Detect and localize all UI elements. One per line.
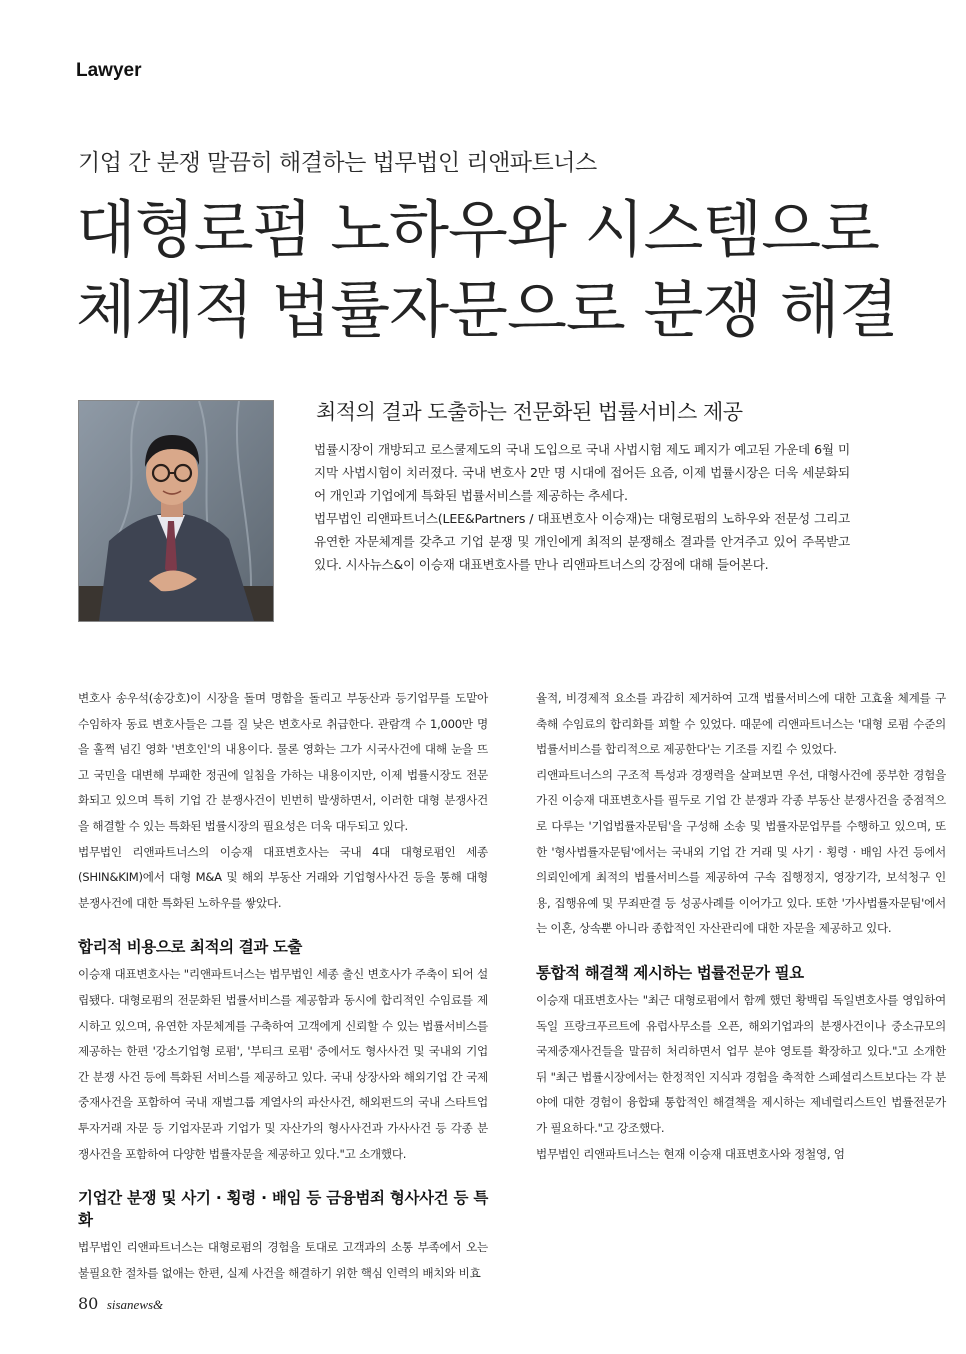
body-column-right bbox=[536, 686, 946, 1167]
body-paragraph: 이승재 대표변호사는 "리앤파트너스는 법무법인 세종 출신 변호사가 주축이 되어 설립됐다. 대형로펌의 전문화된 법률서비스를 제공함과 동시에 합리적인 수임료를 제시하고 있으며, 유연한 자문체계를 구축하여 고객에게 신뢰할 수 있는 법률서비스를 제공하는 한편 '강소기업형 로펌', '부티크 로펌' 중에서도 형사사건 및 국내외 기업 간 분쟁 사건 등에 특화된 서비스를 제공하고 있다. 국내 상장사와 해외기업 간 국제중재사건을 포함하여 국내 재벌그룹 계열사의 파산사건, 해외펀드의 국내 스타트업 투자거래 자문 등 기업자문과 기업가 및 자산가의 형사사건과 가사사건 등 각종 분쟁사건을 포함하여 다양한 법률자문을 제공하고 있다."고 소개했다. bbox=[78, 967, 489, 1161]
intro-paragraph-1: 법률시장이 개방되고 로스쿨제도의 국내 도입으로 국내 사법시험 제도 폐지가 예고된 가운데 6월 미지막 사법시험이 치러졌다. 국내 변호사 2만 명 시대에 접어든 요즘, 이제 법률시장은 더욱 세분화되어 개인과 기업에게 특화된 법률서비스를 제공하는 추세다. bbox=[314, 442, 850, 503]
body-paragraph: 율적, 비경제적 요소를 과감히 제거하여 고객 법률서비스에 대한 고효율 체계를 구축해 수임료의 합리화를 꾀할 수 있었다. 때문에 리앤파트너스는 '대형 로펌 수준의 법률서비스를 합리적으로 제공한다'는 기조를 지킬 수 있었다. bbox=[536, 691, 946, 757]
headline-line-1: 대형로펌 노하우와 시스템으로 bbox=[76, 193, 880, 266]
body-paragraph: 이승재 대표변호사는 "최근 대형로펌에서 함께 했던 황백림 독일변호사를 영입하여 독일 프랑크푸르트에 유럽사무소를 오픈, 해외기업과의 분쟁사건이나 중소규모의 국제중재사건들을 말끔히 처리하면서 업무 분야 영토를 확장하고 있다."고 소개한 뒤 "최근 법률시장에서는 한정적인 지식과 경험을 축적한 스페셜리스트보다는 각 분야에 대한 경험이 융합돼 통합적인 해결책을 제시하는 제네럴리스트인 법률전문가가 필요하다."고 강조했다. bbox=[536, 992, 946, 1135]
magazine-brand: sisanews& bbox=[106, 1297, 164, 1312]
section-heading: 기업간 분쟁 및 사기 · 횡령 · 배임 등 금융범죄 형사사건 등 특화 bbox=[78, 1189, 488, 1230]
body-paragraph: 법무법인 리앤파트너스는 대형로펌의 경험을 토대로 고객과의 소통 부족에서 오는 불필요한 절차를 없애는 한편, 실제 사건을 해결하기 위한 핵심 인력의 배치와 비효 bbox=[78, 1240, 488, 1280]
article-kicker: 기업 간 분쟁 말끔히 해결하는 법무법인 리앤파트너스 bbox=[78, 150, 597, 176]
section-heading: 통합적 해결책 제시하는 법률전문가 필요 bbox=[536, 963, 804, 982]
body-paragraph: 법무법인 리앤파트너스의 이승재 대표변호사는 국내 4대 대형로펌인 세종(SHIN&KIM)에서 대형 M&A 및 해외 부동산 거래와 기업형사사건 등을 통해 대형 분쟁사건에 대한 특화된 노하우를 쌓았다. bbox=[78, 844, 488, 910]
intro-paragraph-2: 법무법인 리앤파트너스(LEE&Partners / 대표변호사 이승재)는 대형로펌의 노하우와 전문성 그리고 유연한 자문체계를 갖추고 기업 분쟁 및 개인에게 최적의 분쟁해소 결과를 안겨주고 있어 주목받고 있다. 시사뉴스&이 이승재 대표변호사를 만나 리앤파트너스의 강점에 대해 들어본다. bbox=[314, 511, 850, 572]
section-heading: 합리적 비용으로 최적의 결과 도출 bbox=[78, 938, 303, 957]
section-label: Lawyer bbox=[76, 60, 142, 81]
intro-subtitle: 최적의 결과 도출하는 전문화된 법률서비스 제공 bbox=[316, 400, 743, 424]
portrait-illustration bbox=[79, 401, 273, 621]
intro-lede bbox=[314, 438, 850, 576]
body-paragraph: 변호사 송우석(송강호)이 시장을 돌며 명함을 돌리고 부동산과 등기업무를 도맡아 수임하자 동료 변호사들은 그를 질 낮은 변호사로 취급한다. 관람객 수 1,000만 명을 훌쩍 넘긴 영화 '변호인'의 내용이다. 물론 영화는 그가 시국사건에 대해 눈을 뜨고 국민을 대변해 부패한 정권에 일침을 가하는 내용이지만, 이제 법률시장도 전문화되고 있으며 특히 기업 간 분쟁사건이 빈번히 발생하면서, 이러한 대형 분쟁사건을 해결할 수 있는 특화된 법률시장의 필요성은 더욱 대두되고 있다. bbox=[78, 691, 488, 833]
page-number: 80 bbox=[78, 1294, 99, 1313]
headline-line-2: 체계적 법률자문으로 분쟁 해결 bbox=[76, 273, 898, 346]
body-paragraph: 법무법인 리앤파트너스는 현재 이승재 대표변호사와 정철영, 엄 bbox=[536, 1146, 845, 1161]
page-footer bbox=[78, 1294, 163, 1313]
article-headline bbox=[76, 190, 896, 350]
body-paragraph: 리앤파트너스의 구조적 특성과 경쟁력을 살펴보면 우선, 대형사건에 풍부한 경험을 가진 이승재 대표변호사를 필두로 기업 간 분쟁과 각종 부동산 분쟁사건을 중점적으로 다루는 '기업법률자문팀'을 구성해 소송 및 법률자문업무를 수행하고 있으며, 또한 '형사법률자문팀'에서는 국내외 기업 간 거래 및 사기 · 횡령 · 배임 사건 등에서 의뢰인에게 최적의 법률서비스를 제공하여 구속 집행정지, 영장기각, 보석청구 인용, 집행유예 및 무죄판결 등 성공사례를 이어가고 있다. 또한 '가사법률자문팀'에서는 이혼, 상속뿐 아니라 종합적인 자산관리에 대한 자문을 제공하고 있다. bbox=[536, 767, 946, 936]
lawyer-portrait-photo bbox=[78, 400, 274, 622]
body-column-left bbox=[78, 686, 488, 1286]
